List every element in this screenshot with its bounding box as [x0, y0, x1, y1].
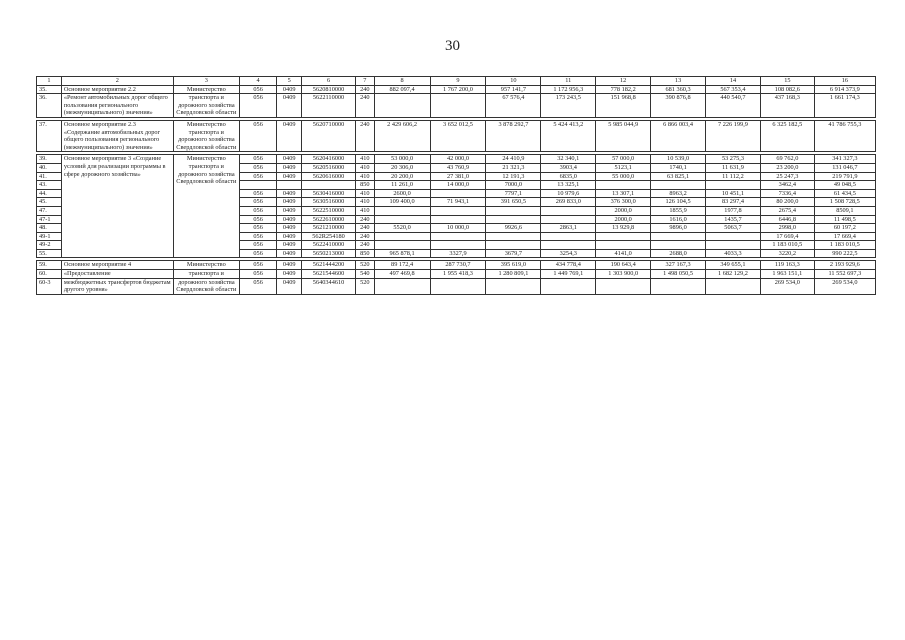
value-cell: 11 552 697,3 — [814, 270, 875, 279]
header-cell: 11 — [541, 77, 596, 86]
value-cell: 57 000,0 — [596, 155, 651, 164]
value-cell: 11 498,5 — [814, 215, 875, 224]
value-cell: 1977,8 — [706, 206, 761, 215]
header-cell: 4 — [239, 77, 276, 86]
value-cell — [706, 181, 761, 190]
value-cell: 562R254180 — [302, 232, 356, 241]
table-row — [37, 120, 876, 151]
value-cell: 0409 — [277, 261, 302, 270]
value-cell: 0409 — [277, 241, 302, 250]
value-cell: 056 — [239, 189, 276, 198]
header-cell: 16 — [814, 77, 875, 86]
value-cell: 376 300,0 — [596, 198, 651, 207]
value-cell — [706, 278, 761, 294]
organization: Министерство транспорта и дорожного хозяйства Свердловской области — [173, 155, 239, 258]
value-cell — [374, 215, 430, 224]
value-cell: 60 197,2 — [814, 224, 875, 233]
value-cell: 4141,0 — [596, 249, 651, 258]
row-number: 47-1 — [37, 215, 62, 224]
value-cell: 24 410,9 — [486, 155, 541, 164]
value-cell: 5123,1 — [596, 163, 651, 172]
value-cell: 410 — [355, 163, 374, 172]
value-cell: 567 353,4 — [706, 85, 761, 94]
value-cell: 1740,1 — [651, 163, 706, 172]
value-cell: 5622510000 — [302, 206, 356, 215]
value-cell: 540 — [355, 270, 374, 279]
value-cell: 434 778,4 — [541, 261, 596, 270]
value-cell: 17 669,4 — [814, 232, 875, 241]
value-cell — [541, 206, 596, 215]
value-cell: 1616,0 — [651, 215, 706, 224]
value-cell: 5640344610 — [302, 278, 356, 294]
header-cell: 10 — [486, 77, 541, 86]
value-cell: 0409 — [277, 206, 302, 215]
value-cell: 5621544600 — [302, 270, 356, 279]
value-cell: 32 340,1 — [541, 155, 596, 164]
value-cell: 056 — [239, 163, 276, 172]
row-number: 35. — [37, 85, 62, 94]
value-cell: 83 297,4 — [706, 198, 761, 207]
value-cell: 0409 — [277, 172, 302, 181]
value-cell: 1 661 174,3 — [814, 94, 875, 118]
value-cell: 390 876,8 — [651, 94, 706, 118]
value-cell: 240 — [355, 94, 374, 118]
value-cell: 1 449 769,1 — [541, 270, 596, 279]
value-cell: 3327,9 — [430, 249, 486, 258]
value-cell: 67 576,4 — [486, 94, 541, 118]
value-cell — [430, 189, 486, 198]
value-cell: 219 791,9 — [814, 172, 875, 181]
value-cell: 7000,0 — [486, 181, 541, 190]
value-cell: 13 307,1 — [596, 189, 651, 198]
value-cell: 497 469,8 — [374, 270, 430, 279]
organization: Министерство — [173, 85, 239, 94]
value-cell — [651, 278, 706, 294]
value-cell: 341 327,3 — [814, 155, 875, 164]
header-row — [37, 77, 876, 86]
value-cell — [486, 206, 541, 215]
value-cell — [541, 278, 596, 294]
measure-name: «Ремонт автомобильных дорог общего пользования регионального (межмуниципального) значения» — [61, 94, 173, 118]
value-cell: 0409 — [277, 120, 302, 151]
value-cell: 61 434,5 — [814, 189, 875, 198]
value-cell: 13 325,1 — [541, 181, 596, 190]
value-cell: 0409 — [277, 94, 302, 118]
row-number: 49-2 — [37, 241, 62, 250]
value-cell: 126 104,5 — [651, 198, 706, 207]
row-number: 36. — [37, 94, 62, 118]
value-cell: 520 — [355, 278, 374, 294]
value-cell: 056 — [239, 270, 276, 279]
header-cell: 15 — [760, 77, 814, 86]
value-cell: 287 730,7 — [430, 261, 486, 270]
value-cell: 0409 — [277, 232, 302, 241]
value-cell: 5622610000 — [302, 215, 356, 224]
row-number: 60-3 — [37, 278, 62, 294]
value-cell: 6835,0 — [541, 172, 596, 181]
value-cell: 2000,0 — [596, 215, 651, 224]
value-cell: 2 429 606,2 — [374, 120, 430, 151]
value-cell: 71 943,1 — [430, 198, 486, 207]
value-cell: 131 046,7 — [814, 163, 875, 172]
row-number: 44. — [37, 189, 62, 198]
value-cell: 6 325 182,5 — [760, 120, 814, 151]
table-row — [37, 85, 876, 94]
value-cell: 5620810000 — [302, 85, 356, 94]
value-cell: 240 — [355, 120, 374, 151]
value-cell — [486, 278, 541, 294]
value-cell: 056 — [239, 206, 276, 215]
value-cell: 6446,8 — [760, 215, 814, 224]
value-cell: 391 650,5 — [486, 198, 541, 207]
value-cell: 5650213000 — [302, 249, 356, 258]
value-cell: 3254,3 — [541, 249, 596, 258]
value-cell: 395 619,0 — [486, 261, 541, 270]
value-cell: 056 — [239, 249, 276, 258]
value-cell: 437 168,3 — [760, 94, 814, 118]
value-cell: 11 112,2 — [706, 172, 761, 181]
measure-name: Основное мероприятие 2.2 — [61, 85, 173, 94]
value-cell: 240 — [355, 232, 374, 241]
value-cell: 056 — [239, 120, 276, 151]
measure-name: Основное мероприятие 3 «Создание условий для реализации программы в сфере дорожного хозяйства» — [61, 155, 173, 258]
row-number: 49-1 — [37, 232, 62, 241]
value-cell: 23 200,0 — [760, 163, 814, 172]
value-cell: 53 275,3 — [706, 155, 761, 164]
value-cell — [486, 232, 541, 241]
value-cell: 410 — [355, 206, 374, 215]
header-cell: 7 — [355, 77, 374, 86]
value-cell: 1855,9 — [651, 206, 706, 215]
value-cell: 2863,1 — [541, 224, 596, 233]
page-number: 30 — [445, 38, 460, 54]
organization: транспорта и — [173, 270, 239, 279]
value-cell: 9896,0 — [651, 224, 706, 233]
value-cell: 056 — [239, 215, 276, 224]
value-cell: 778 182,2 — [596, 85, 651, 94]
measure-name: межбюджетных трансфертов бюджетам другого уровня» — [61, 278, 173, 294]
table-row — [37, 278, 876, 294]
row-number: 55. — [37, 249, 62, 258]
value-cell: 17 669,4 — [760, 232, 814, 241]
value-cell: 0409 — [277, 155, 302, 164]
value-cell — [596, 181, 651, 190]
value-cell: 2688,0 — [651, 249, 706, 258]
value-cell: 5 424 413,2 — [541, 120, 596, 151]
value-cell: 410 — [355, 155, 374, 164]
value-cell: 269 833,0 — [541, 198, 596, 207]
value-cell — [302, 181, 356, 190]
value-cell: 8509,1 — [814, 206, 875, 215]
value-cell: 269 534,0 — [814, 278, 875, 294]
value-cell — [430, 215, 486, 224]
value-cell: 2600,0 — [374, 189, 430, 198]
value-cell: 850 — [355, 249, 374, 258]
value-cell: 69 762,0 — [760, 155, 814, 164]
value-cell: 440 540,7 — [706, 94, 761, 118]
value-cell: 349 655,1 — [706, 261, 761, 270]
header-cell: 1 — [37, 77, 62, 86]
value-cell: 056 — [239, 155, 276, 164]
row-number: 40. — [37, 163, 62, 172]
value-cell: 5622410000 — [302, 241, 356, 250]
row-number: 43. — [37, 181, 62, 190]
row-number: 39. — [37, 155, 62, 164]
value-cell: 7797,1 — [486, 189, 541, 198]
value-cell: 6 914 373,9 — [814, 85, 875, 94]
value-cell: 410 — [355, 172, 374, 181]
header-cell: 9 — [430, 77, 486, 86]
table-row — [37, 94, 876, 118]
value-cell: 056 — [239, 85, 276, 94]
value-cell: 0409 — [277, 224, 302, 233]
value-cell: 2 193 929,6 — [814, 261, 875, 270]
value-cell: 4033,3 — [706, 249, 761, 258]
value-cell: 11 261,0 — [374, 181, 430, 190]
value-cell: 53 000,0 — [374, 155, 430, 164]
value-cell: 1 183 010,5 — [814, 241, 875, 250]
value-cell: 1 682 129,2 — [706, 270, 761, 279]
measure-name: Основное мероприятие 4 — [61, 261, 173, 270]
value-cell: 5620516000 — [302, 163, 356, 172]
value-cell: 49 048,5 — [814, 181, 875, 190]
value-cell: 056 — [239, 278, 276, 294]
row-number: 48. — [37, 224, 62, 233]
value-cell — [651, 181, 706, 190]
value-cell — [374, 232, 430, 241]
value-cell: 410 — [355, 189, 374, 198]
value-cell: 681 360,3 — [651, 85, 706, 94]
value-cell: 55 000,0 — [596, 172, 651, 181]
value-cell: 957 141,7 — [486, 85, 541, 94]
value-cell — [541, 232, 596, 241]
value-cell: 990 222,5 — [814, 249, 875, 258]
value-cell: 882 097,4 — [374, 85, 430, 94]
value-cell: 43 760,9 — [430, 163, 486, 172]
value-cell: 151 968,8 — [596, 94, 651, 118]
value-cell: 3220,2 — [760, 249, 814, 258]
measure-name: Основное мероприятие 2.3 «Содержание автомобильных дорог общего пользования регионального (межмуниципального) значения» — [61, 120, 173, 151]
value-cell: 0409 — [277, 189, 302, 198]
value-cell: 056 — [239, 241, 276, 250]
value-cell: 20 200,0 — [374, 172, 430, 181]
value-cell: 12 191,3 — [486, 172, 541, 181]
value-cell: 0409 — [277, 249, 302, 258]
value-cell: 108 082,6 — [760, 85, 814, 94]
value-cell: 7336,4 — [760, 189, 814, 198]
value-cell: 10 539,0 — [651, 155, 706, 164]
value-cell: 1 767 200,0 — [430, 85, 486, 94]
value-cell: 2675,4 — [760, 206, 814, 215]
value-cell: 0409 — [277, 278, 302, 294]
value-cell: 3903,4 — [541, 163, 596, 172]
table-row — [37, 261, 876, 270]
value-cell — [430, 206, 486, 215]
value-cell: 2000,0 — [596, 206, 651, 215]
value-cell: 119 163,3 — [760, 261, 814, 270]
value-cell: 63 825,1 — [651, 172, 706, 181]
value-cell: 10 451,1 — [706, 189, 761, 198]
header-cell: 12 — [596, 77, 651, 86]
value-cell: 0409 — [277, 163, 302, 172]
value-cell: 0409 — [277, 198, 302, 207]
value-cell: 3 652 012,5 — [430, 120, 486, 151]
value-cell: 0409 — [277, 215, 302, 224]
value-cell: 056 — [239, 232, 276, 241]
value-cell: 42 000,0 — [430, 155, 486, 164]
value-cell: 5620710000 — [302, 120, 356, 151]
value-cell: 5063,7 — [706, 224, 761, 233]
value-cell: 5622110000 — [302, 94, 356, 118]
header-cell: 14 — [706, 77, 761, 86]
value-cell: 240 — [355, 224, 374, 233]
value-cell: 3 878 292,7 — [486, 120, 541, 151]
header-cell: 6 — [302, 77, 356, 86]
header-cell: 2 — [61, 77, 173, 86]
value-cell: 80 200,0 — [760, 198, 814, 207]
value-cell: 0409 — [277, 85, 302, 94]
value-cell: 10 979,6 — [541, 189, 596, 198]
value-cell: 269 534,0 — [760, 278, 814, 294]
value-cell — [596, 241, 651, 250]
value-cell: 056 — [239, 172, 276, 181]
value-cell: 850 — [355, 181, 374, 190]
value-cell — [541, 241, 596, 250]
value-cell: 327 167,3 — [651, 261, 706, 270]
budget-table — [36, 76, 876, 295]
value-cell: 41 786 755,3 — [814, 120, 875, 151]
value-cell — [596, 232, 651, 241]
organization: транспорта и дорожного хозяйства Свердловской области — [173, 94, 239, 118]
value-cell: 5621444200 — [302, 261, 356, 270]
value-cell — [430, 241, 486, 250]
value-cell: 240 — [355, 215, 374, 224]
value-cell: 8963,2 — [651, 189, 706, 198]
value-cell: 5620616000 — [302, 172, 356, 181]
value-cell: 5621210000 — [302, 224, 356, 233]
value-cell: 173 243,5 — [541, 94, 596, 118]
value-cell — [374, 278, 430, 294]
row-number: 41. — [37, 172, 62, 181]
value-cell: 1 280 809,1 — [486, 270, 541, 279]
value-cell: 5630416000 — [302, 189, 356, 198]
value-cell — [239, 181, 276, 190]
value-cell — [651, 241, 706, 250]
value-cell: 89 172,4 — [374, 261, 430, 270]
value-cell: 7 226 199,9 — [706, 120, 761, 151]
value-cell: 5620416000 — [302, 155, 356, 164]
value-cell: 5520,0 — [374, 224, 430, 233]
row-number: 37. — [37, 120, 62, 151]
value-cell — [430, 232, 486, 241]
value-cell — [486, 241, 541, 250]
header-cell: 3 — [173, 77, 239, 86]
value-cell — [706, 241, 761, 250]
organization: дорожного хозяйства Свердловской области — [173, 278, 239, 294]
value-cell: 1 172 956,3 — [541, 85, 596, 94]
organization: Министерство транспорта и дорожного хозяйства Свердловской области — [173, 120, 239, 151]
header-cell: 5 — [277, 77, 302, 86]
value-cell: 1 498 050,5 — [651, 270, 706, 279]
value-cell: 1 508 728,5 — [814, 198, 875, 207]
value-cell: 109 400,0 — [374, 198, 430, 207]
value-cell: 6 866 003,4 — [651, 120, 706, 151]
table-row — [37, 155, 876, 164]
value-cell: 1 303 900,0 — [596, 270, 651, 279]
value-cell — [430, 94, 486, 118]
value-cell: 1 955 418,3 — [430, 270, 486, 279]
value-cell: 5630516000 — [302, 198, 356, 207]
value-cell — [374, 241, 430, 250]
value-cell: 21 321,3 — [486, 163, 541, 172]
value-cell: 10 000,0 — [430, 224, 486, 233]
value-cell: 3679,7 — [486, 249, 541, 258]
header-cell: 13 — [651, 77, 706, 86]
value-cell — [596, 278, 651, 294]
value-cell: 240 — [355, 241, 374, 250]
value-cell: 0409 — [277, 270, 302, 279]
value-cell: 056 — [239, 224, 276, 233]
table-row — [37, 270, 876, 279]
organization: Министерство — [173, 261, 239, 270]
value-cell: 056 — [239, 94, 276, 118]
value-cell: 13 929,8 — [596, 224, 651, 233]
value-cell — [430, 278, 486, 294]
value-cell — [374, 206, 430, 215]
value-cell: 9926,6 — [486, 224, 541, 233]
row-number: 47. — [37, 206, 62, 215]
value-cell: 25 247,3 — [760, 172, 814, 181]
row-number: 59. — [37, 261, 62, 270]
value-cell — [277, 181, 302, 190]
value-cell: 410 — [355, 198, 374, 207]
value-cell: 11 631,9 — [706, 163, 761, 172]
value-cell — [486, 215, 541, 224]
value-cell — [651, 232, 706, 241]
value-cell: 1435,7 — [706, 215, 761, 224]
row-number: 60. — [37, 270, 62, 279]
value-cell: 520 — [355, 261, 374, 270]
measure-name: «Предоставление — [61, 270, 173, 279]
value-cell — [541, 215, 596, 224]
value-cell: 3462,4 — [760, 181, 814, 190]
value-cell: 965 878,1 — [374, 249, 430, 258]
value-cell: 056 — [239, 261, 276, 270]
value-cell: 056 — [239, 198, 276, 207]
value-cell: 240 — [355, 85, 374, 94]
value-cell — [374, 94, 430, 118]
value-cell: 190 643,4 — [596, 261, 651, 270]
row-number: 45. — [37, 198, 62, 207]
value-cell: 20 306,0 — [374, 163, 430, 172]
value-cell — [706, 232, 761, 241]
value-cell: 1 183 010,5 — [760, 241, 814, 250]
value-cell: 5 985 044,9 — [596, 120, 651, 151]
value-cell: 14 000,0 — [430, 181, 486, 190]
value-cell: 2998,0 — [760, 224, 814, 233]
value-cell: 1 963 151,1 — [760, 270, 814, 279]
value-cell: 27 381,0 — [430, 172, 486, 181]
header-cell: 8 — [374, 77, 430, 86]
